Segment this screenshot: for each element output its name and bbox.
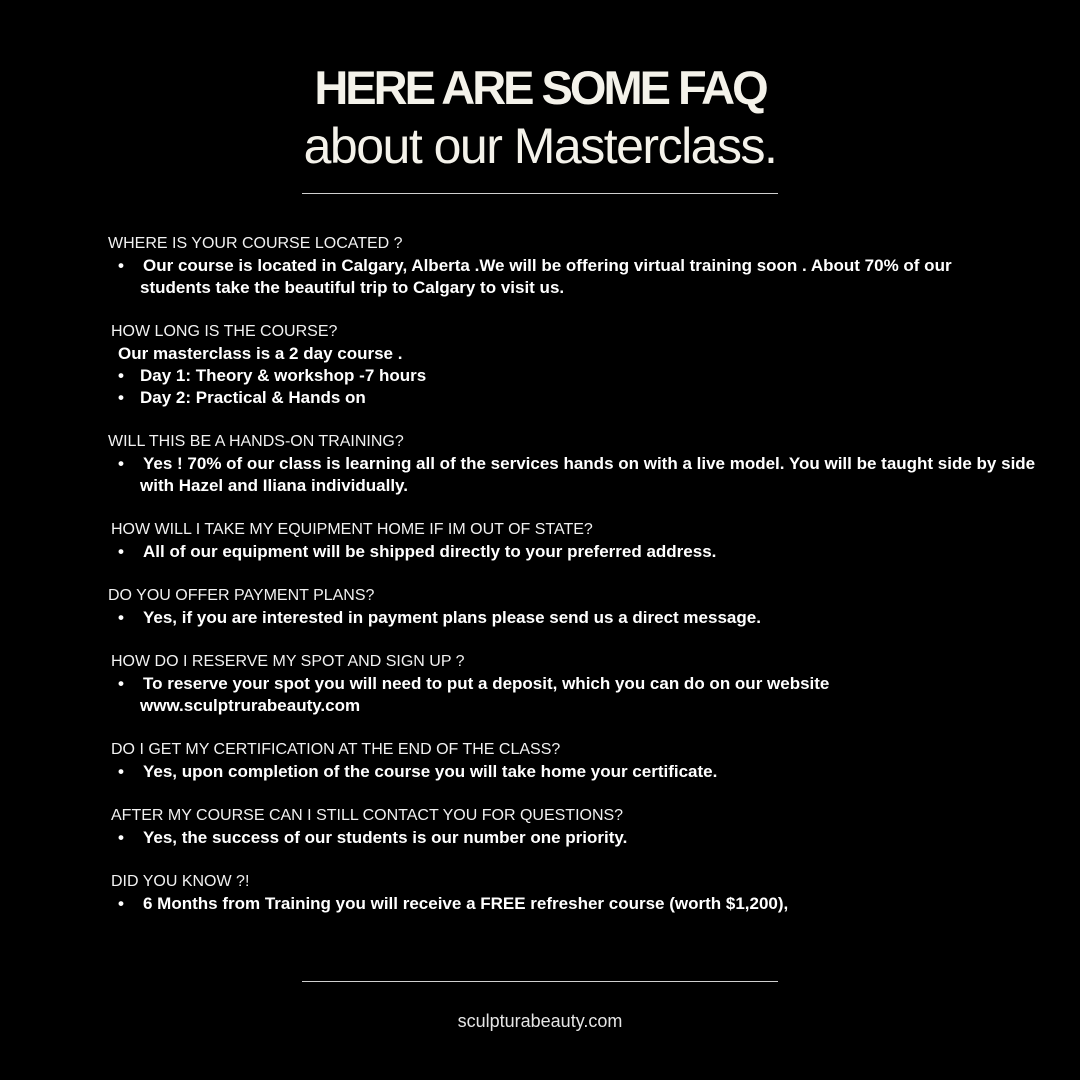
faq-answer-text: Day 2: Practical & Hands on	[140, 388, 366, 407]
faq-question-duration: HOW LONG IS THE COURSE?	[111, 323, 338, 340]
bullet-icon: •	[118, 828, 124, 847]
faq-answer-text: Yes ! 70% of our class is learning all of the services hands on with a live model. You will be taught side by side with Hazel and Iliana individually.	[140, 454, 1036, 495]
page-title: HERE ARE SOME FAQ	[314, 61, 766, 114]
faq-question-location: WHERE IS YOUR COURSE LOCATED ?	[108, 235, 403, 252]
faq-question-reserve: HOW DO I RESERVE MY SPOT AND SIGN UP ?	[111, 653, 465, 670]
faq-answer-location	[118, 255, 1018, 299]
faq-answer-text: Day 1: Theory & workshop -7 hours	[140, 366, 427, 385]
page-subtitle: about our Masterclass.	[303, 118, 777, 174]
faq-answer-certification	[118, 761, 1038, 783]
top-divider	[302, 193, 778, 194]
faq-answer-payment	[118, 607, 1038, 629]
faq-intro-duration: Our masterclass is a 2 day course .	[118, 344, 403, 363]
faq-answer-day2	[118, 387, 1038, 409]
bottom-divider	[302, 981, 778, 982]
faq-answer-day1	[118, 365, 1038, 387]
faq-answer-refresher	[118, 893, 1038, 915]
faq-answer-contact	[118, 827, 1038, 849]
faq-answer-text: Yes, the success of our students is our number one priority.	[143, 828, 628, 847]
faq-answer-text: Yes, upon completion of the course you will take home your certificate.	[143, 762, 718, 781]
faq-question-contact: AFTER MY COURSE CAN I STILL CONTACT YOU FOR QUESTIONS?	[111, 807, 624, 824]
bullet-icon: •	[118, 454, 124, 473]
faq-question-hands-on: WILL THIS BE A HANDS-ON TRAINING?	[108, 433, 404, 450]
bullet-icon: •	[118, 388, 124, 407]
bullet-icon: •	[118, 542, 124, 561]
faq-answer-text: All of our equipment will be shipped directly to your preferred address.	[143, 542, 717, 561]
bullet-icon: •	[118, 762, 124, 781]
faq-answer-text: To reserve your spot you will need to put a deposit, which you can do on our website www.sculptrurabeauty.com	[140, 674, 830, 715]
faq-question-certification: DO I GET MY CERTIFICATION AT THE END OF THE CLASS?	[111, 741, 561, 758]
footer-website: sculpturabeauty.com	[457, 1011, 623, 1031]
faq-answer-text: 6 Months from Training you will receive a FREE refresher course (worth $1,200),	[143, 894, 789, 913]
faq-answer-text: Yes, if you are interested in payment plans please send us a direct message.	[143, 608, 761, 627]
bullet-icon: •	[118, 256, 124, 275]
faq-answer-text: Our course is located in Calgary, Alberta .We will be offering virtual training soon . About 70% of our students take the beautiful trip to Calgary to visit us.	[140, 256, 952, 297]
bullet-icon: •	[118, 608, 124, 627]
bullet-icon: •	[118, 894, 124, 913]
faq-answer-hands-on	[118, 453, 1053, 497]
faq-answer-equipment	[118, 541, 1038, 563]
faq-question-did-you-know: DID YOU KNOW ?!	[111, 873, 250, 890]
faq-question-payment: DO YOU OFFER PAYMENT PLANS?	[108, 587, 375, 604]
bullet-icon: •	[118, 366, 124, 385]
faq-answer-reserve	[118, 673, 878, 717]
bullet-icon: •	[118, 674, 124, 693]
faq-question-equipment: HOW WILL I TAKE MY EQUIPMENT HOME IF IM OUT OF STATE?	[111, 521, 593, 538]
